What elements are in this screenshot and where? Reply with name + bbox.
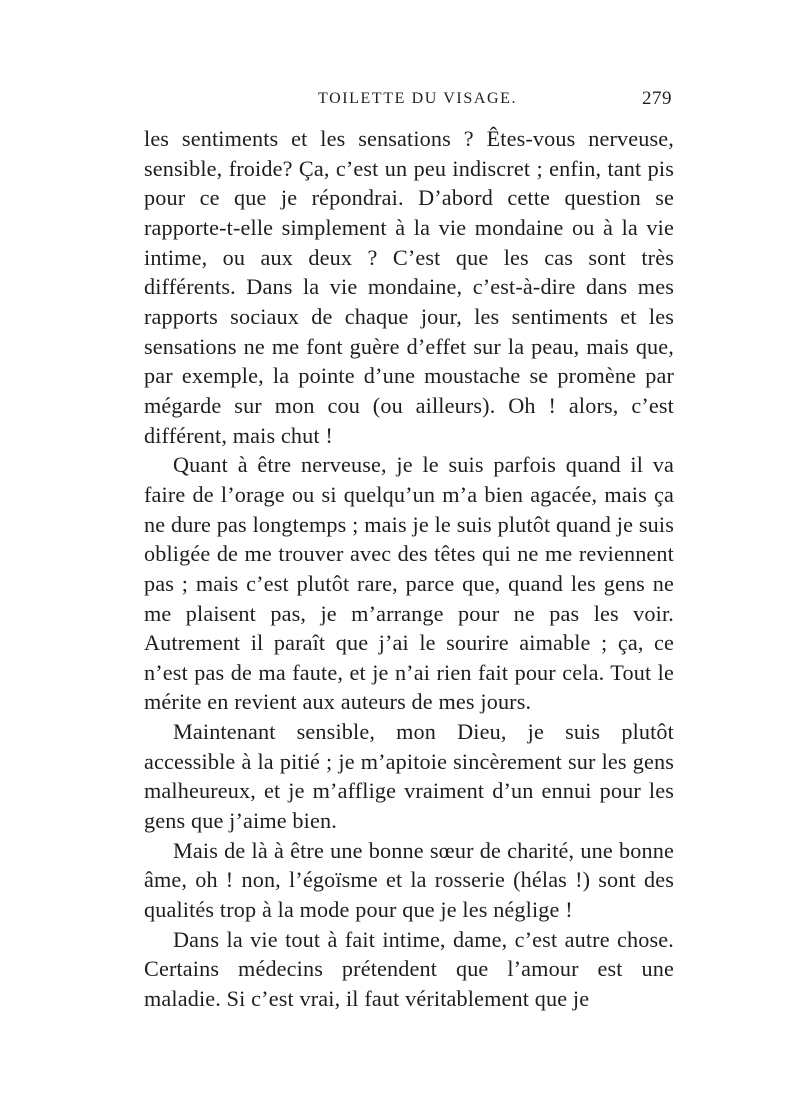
paragraph-sensible: Maintenant sensible, mon Dieu, je suis plutôt accessible à la pitié ; je m’apitoie sincèrement sur les gens malheureux, et je m’afflige vraiment d’un ennui pour les gens que j’aime bien.: [144, 719, 674, 834]
paragraph-charite: Mais de là à être une bonne sœur de charité, une bonne âme, oh ! non, l’égoïsme et la rosserie (hélas !) sont des qualités trop à la mode pour que je les néglige !: [144, 837, 674, 923]
paragraph-vie-intime: Dans la vie tout à fait intime, dame, c’est autre chose. Certains médecins prétendent que l’amour est une maladie. Si c’est vrai, il faut véritablement que je: [144, 926, 674, 1012]
running-title: TOILETTE DU VISAGE.: [318, 90, 518, 107]
paragraph-continued: les sentiments et les sensations ? Êtes-vous nerveuse, sensible, froide? Ça, c’est un peu indiscret ; enfin, tant pis pour ce que je répondrai. D’abord cette question se rapporte-t-elle simplement à la vie mondaine ou à la vie intime, ou aux deux ? C’est que les cas sont très différents. Dans la vie mondaine, c’est-à-dire dans mes rapports sociaux de chaque jour, les sentiments et les sensations ne me font guère d’effet sur la peau, mais que, par exemple, la pointe d’une moustache se promène par mégarde sur mon cou (ou ailleurs). Oh ! alors, c’est différent, mais chut !: [144, 126, 674, 448]
body-text: [144, 124, 674, 1014]
page-number: 279: [642, 88, 672, 109]
running-head: [144, 88, 674, 114]
paragraph-nerveuse: Quant à être nerveuse, je le suis parfois quand il va faire de l’orage ou si quelqu’un m’a bien agacée, mais ça ne dure pas longtemps ; mais je le suis plutôt quand je suis obligée de me trouver avec des têtes qui ne me reviennent pas ; mais c’est plutôt rare, parce que, quand les gens ne me plaisent pas, je m’arrange pour ne pas les voir. Autrement il paraît que j’ai le sourire aimable ; ça, ce n’est pas de ma faute, et je n’ai rien fait pour cela. Tout le mérite en revient aux auteurs de mes jours.: [144, 452, 674, 715]
